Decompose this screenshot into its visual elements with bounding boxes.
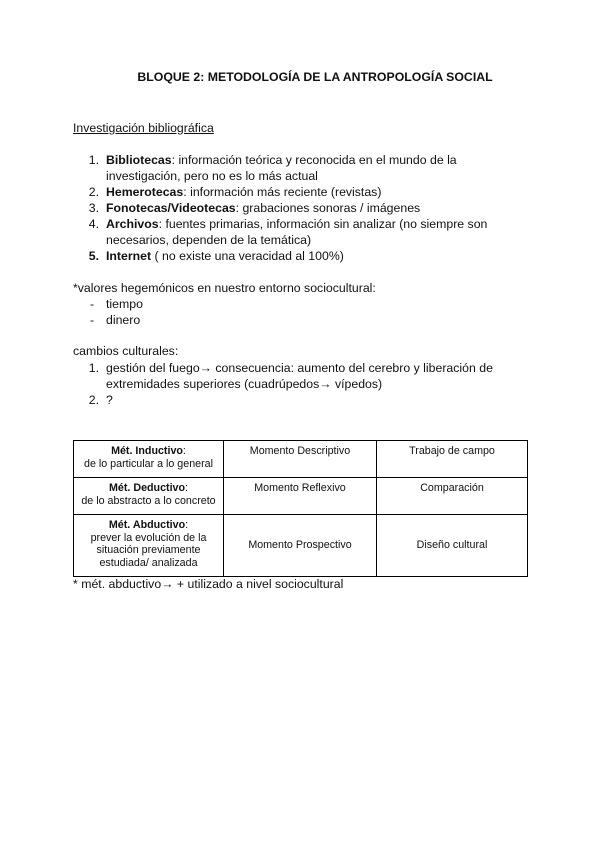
list-item	[73, 216, 513, 248]
changes-list	[73, 360, 513, 408]
method-desc: prever la evolución de la situación previamente estudiada/ analizada	[90, 531, 207, 569]
list-desc: : grabaciones sonoras / imágenes	[235, 201, 421, 215]
list-item	[73, 200, 513, 216]
sources-list	[73, 152, 513, 264]
method-desc: de lo particular a lo general	[84, 457, 213, 470]
list-term: Hemerotecas	[106, 185, 184, 199]
table-row	[74, 515, 528, 577]
list-item	[73, 248, 513, 264]
list-item	[73, 152, 513, 184]
list-term: Bibliotecas	[106, 153, 172, 167]
practice-cell: Comparación	[377, 478, 528, 515]
list-bullet: -	[90, 297, 95, 311]
list-number: 1.	[88, 153, 99, 167]
method-cell	[74, 441, 224, 478]
list-item	[73, 392, 513, 408]
method-name: Mét. Inductivo	[111, 445, 183, 457]
method-desc: de lo abstracto a lo concreto	[81, 494, 216, 507]
list-item	[73, 312, 143, 328]
method-suffix: :	[185, 519, 189, 531]
moment-cell: Momento Reflexivo	[224, 478, 377, 515]
method-suffix: :	[185, 482, 188, 494]
list-desc: : información teórica y reconocida en el mundo de la investigación, pero no es lo más actual	[106, 153, 457, 183]
list-desc: ( no existe una veracidad al 100%)	[151, 249, 344, 263]
list-text: tiempo	[106, 297, 143, 311]
list-item	[73, 360, 513, 392]
list-text: dinero	[106, 313, 141, 327]
list-number: 3.	[88, 201, 99, 215]
values-list	[73, 296, 143, 328]
practice-cell: Trabajo de campo	[377, 441, 528, 478]
table-row	[74, 478, 528, 515]
list-item	[73, 184, 513, 200]
list-term: Archivos	[106, 217, 159, 231]
list-item	[73, 296, 143, 312]
moment-cell: Momento Prospectivo	[224, 515, 377, 577]
section-subtitle: Investigación bibliográfica	[73, 121, 214, 135]
table-row	[74, 441, 528, 478]
method-name: Mét. Deductivo	[109, 482, 186, 494]
values-heading: *valores hegemónicos en nuestro entorno sociocultural:	[73, 281, 376, 295]
method-cell	[74, 478, 224, 515]
list-desc: : información más reciente (revistas)	[183, 185, 382, 199]
page-title: BLOQUE 2: METODOLOGÍA DE LA ANTROPOLOGÍA SOCIAL	[137, 70, 493, 84]
list-number: 2.	[88, 185, 99, 199]
moment-cell: Momento Descriptivo	[224, 441, 377, 478]
list-number: 2.	[88, 393, 99, 407]
list-term: Internet	[106, 249, 152, 263]
list-number: 1.	[88, 361, 99, 375]
list-desc: : fuentes primarias, información sin analizar (no siempre son necesarios, dependen de la temática)	[106, 217, 488, 247]
list-term: Fonotecas/Videotecas	[106, 201, 236, 215]
method-name: Mét. Abductivo	[108, 519, 186, 531]
practice-cell: Diseño cultural	[377, 515, 528, 577]
footnote: * mét. abductivo→ + utilizado a nivel sociocultural	[73, 577, 344, 591]
list-text: gestión del fuego→ consecuencia: aumento del cerebro y liberación de extremidades superiores (cuadrúpedos→ vípedos)	[106, 361, 493, 391]
list-number: 4.	[88, 217, 99, 231]
list-bullet: -	[90, 313, 95, 327]
list-text: ?	[106, 393, 113, 407]
changes-heading: cambios culturales:	[73, 344, 179, 358]
methods-table	[73, 440, 528, 577]
method-cell	[74, 515, 224, 577]
list-number: 5.	[88, 249, 99, 263]
method-suffix: :	[182, 445, 186, 457]
